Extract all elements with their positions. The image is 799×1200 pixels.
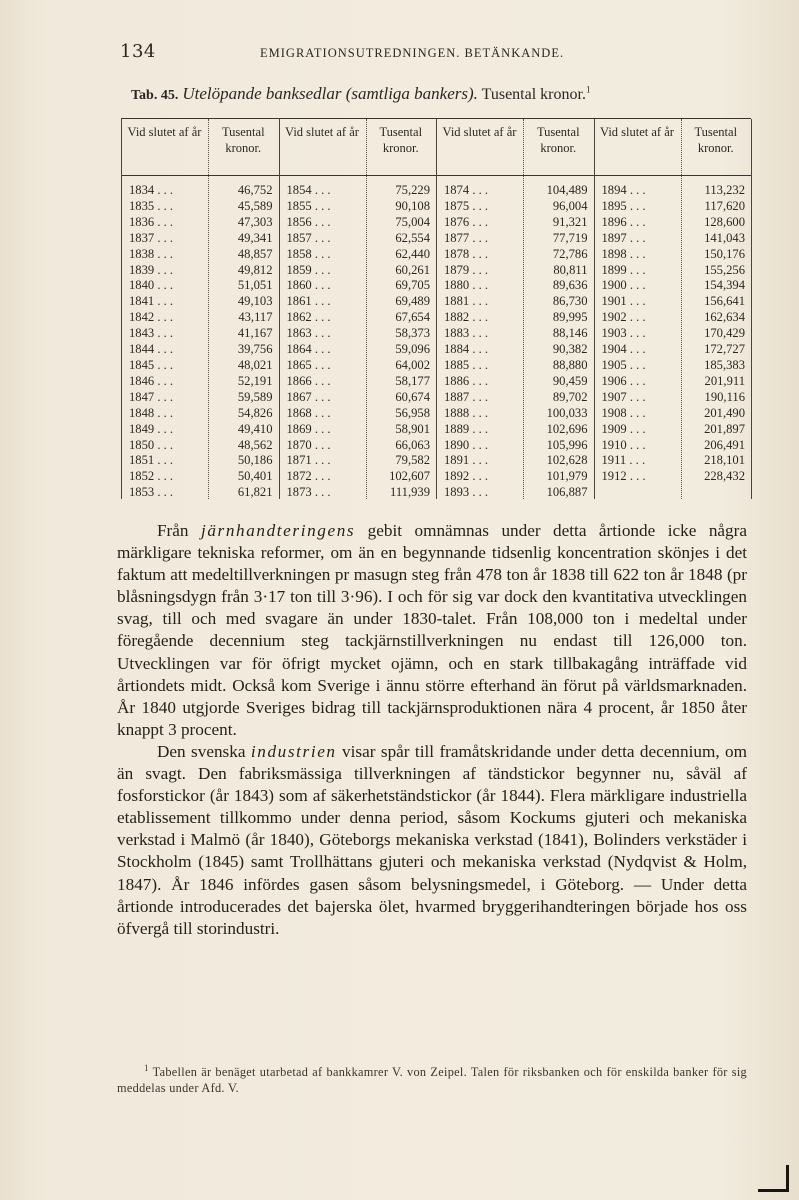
value-cell: 162,634 (704, 310, 745, 325)
header-year-2: Vid slutet af år (285, 125, 359, 139)
value-cell: 58,177 (395, 373, 430, 388)
value-cell: 113,232 (704, 183, 745, 197)
year-cell: 1876 . . . (444, 214, 489, 229)
header-value-2: Tusental kronor. (379, 125, 423, 155)
header-value-1: Tusental kronor. (221, 125, 265, 155)
value-cell: 86,730 (552, 294, 588, 309)
group-divider (436, 119, 437, 499)
year-cell: 1906 . . . (601, 373, 646, 388)
year-cell: 1839 . . . (129, 262, 174, 277)
value-cell: 69,705 (395, 278, 430, 293)
value-cell: 156,641 (704, 294, 745, 309)
year-cell: 1891 . . . (444, 453, 489, 468)
value-cell: 75,004 (395, 214, 430, 229)
value-cell: 49,812 (237, 262, 273, 277)
year-cell: 1871 . . . (286, 453, 331, 468)
footnote-mark: 1 (144, 1062, 149, 1073)
column-divider (523, 119, 524, 499)
paragraph-industry (117, 741, 747, 940)
value-cell: 79,582 (395, 453, 430, 468)
value-cell: 50,401 (237, 469, 273, 484)
column-divider (366, 119, 367, 499)
year-cell: 1852 . . . (129, 469, 174, 484)
value-cell: 104,489 (546, 183, 588, 197)
value-column-2 (368, 183, 431, 501)
value-cell: 102,696 (546, 421, 588, 436)
year-cell: 1845 . . . (129, 357, 174, 372)
value-cell: 88,146 (552, 326, 588, 341)
year-cell: 1869 . . . (286, 421, 331, 436)
footnote (117, 1064, 747, 1096)
emphasis-text: industrien (250, 741, 337, 761)
value-cell: 185,383 (704, 357, 745, 372)
value-cell: 67,654 (395, 310, 430, 325)
group-divider (279, 119, 280, 499)
value-cell: 62,440 (395, 246, 430, 261)
year-cell: 1858 . . . (286, 246, 331, 261)
value-cell: 60,261 (395, 262, 430, 277)
year-cell: 1901 . . . (601, 294, 646, 309)
year-cell: 1860 . . . (286, 278, 331, 293)
year-cell: 1838 . . . (129, 246, 174, 261)
value-cell: 141,043 (704, 230, 745, 245)
year-cell: 1910 . . . (601, 437, 646, 452)
year-cell: 1904 . . . (601, 342, 646, 357)
year-cell: 1886 . . . (444, 373, 489, 388)
year-cell: 1900 . . . (601, 278, 646, 293)
table-label: Tab. 45. (131, 88, 179, 103)
year-cell: 1863 . . . (286, 326, 331, 341)
year-cell: 1859 . . . (286, 262, 331, 277)
value-cell: 50,186 (237, 453, 273, 468)
column-divider (208, 119, 209, 499)
year-cell: 1883 . . . (444, 326, 489, 341)
year-cell: 1862 . . . (286, 310, 331, 325)
year-cell: 1842 . . . (129, 310, 174, 325)
year-cell: 1877 . . . (444, 230, 489, 245)
year-cell: 1889 . . . (444, 421, 489, 436)
year-cell: 1868 . . . (286, 405, 331, 420)
year-cell: 1909 . . . (601, 421, 646, 436)
year-column-1 (129, 183, 173, 501)
year-cell: 1872 . . . (286, 469, 331, 484)
value-cell: 91,321 (552, 214, 588, 229)
value-cell: 201,911 (704, 373, 745, 388)
year-cell: 1892 . . . (444, 469, 489, 484)
text-run: Den svenska (157, 741, 251, 761)
banknote-table (121, 118, 751, 499)
year-cell: 1902 . . . (601, 310, 646, 325)
year-cell: 1873 . . . (286, 485, 331, 500)
year-cell: 1884 . . . (444, 342, 489, 357)
value-cell: 54,826 (237, 405, 273, 420)
value-cell: 43,117 (238, 310, 273, 325)
year-cell: 1864 . . . (286, 342, 331, 357)
group-divider (594, 119, 595, 499)
year-cell: 1875 . . . (444, 198, 489, 213)
value-cell: 48,857 (237, 246, 273, 261)
value-cell: 62,554 (395, 230, 430, 245)
value-cell: 56,958 (395, 405, 430, 420)
value-cell: 58,901 (395, 421, 430, 436)
value-cell: 206,491 (704, 437, 745, 452)
year-cell: 1895 . . . (601, 198, 646, 213)
value-cell: 105,996 (546, 437, 588, 452)
year-cell: 1885 . . . (444, 357, 489, 372)
value-cell: 66,063 (395, 437, 430, 452)
year-cell: 1888 . . . (444, 405, 489, 420)
value-cell: 59,589 (237, 389, 273, 404)
text-run: visar spår till framåtskridande under detta decennium, om än svagt. Den fabriksmässiga tillverkningen af tändstickor begynner nu, såväl af fosforstickor (år 1843) som af säkerhetständstickor (år 1844). Flera märkligare industriella etablissement tillkommo under denna period, såsom Kockums gjuteri och mekaniska verkstad i Malmö (år 1840), Göteborgs mekaniska verkstad (1841), Bolinders verkstäder i Stockholm (1845) samt Trollhättans gjuteri och mekaniska verkstad (Nydqvist & Holm, 1847). År 1846 infördes gasen såsom belysningsmedel, i Göteborg. — Under detta årtionde introducerades det bajerska ölet, hvarmed bryggerihandteringen började hos oss öfvergå till storindustri. (117, 741, 748, 938)
year-cell: 1899 . . . (601, 262, 646, 277)
caption-note-mark: 1 (585, 84, 591, 95)
print-corner-mark (758, 1165, 789, 1192)
year-cell: 1835 . . . (129, 198, 174, 213)
year-cell: 1870 . . . (286, 437, 331, 452)
text-run: gebit omnämnas under detta årtionde icke några märkligare tekniska reformer, om än en begynnande tidsenlig (117, 521, 747, 563)
year-cell: 1866 . . . (286, 373, 331, 388)
year-cell: 1846 . . . (129, 373, 174, 388)
header-value-3: Tusental kronor. (536, 125, 580, 155)
year-cell: 1857 . . . (286, 230, 331, 245)
text-run: skönjes i det faktum att medeltillverkningen pr masugn steg från 478 ton år 1838 till 622 ton år 1848 (pr blåsningsdygn från 3·17 ton till 3·96). I och för sig var dock den kvantitativa utvecklingen svag, till och med svagare än under 1830-talet. Från 108,000 ton i medeltal under föregående decennium steg tackjärnstillverkningen nu endast till 126,000 ton. Utvecklingen var för öfrigt mycket ojämn, och en stark tillbakagång inträffade vid årtiondets midt. Också kom Sverige i ännu större efterhand än förut på världsmarknaden. År 1840 utgjorde Sveriges bidrag till tackjärnsproduktionen nära 4 procent, år 1850 åter knappt 3 procent. (117, 543, 747, 739)
emphasis-text: koncentration (557, 543, 652, 563)
value-column-3 (525, 183, 588, 501)
value-cell: 101,979 (546, 469, 588, 484)
table-right-border (751, 119, 752, 499)
year-cell: 1882 . . . (444, 310, 489, 325)
value-cell: 154,394 (704, 278, 745, 293)
value-cell: 80,811 (553, 262, 588, 277)
value-cell: 155,256 (704, 262, 745, 277)
value-cell: 41,167 (237, 326, 273, 341)
value-cell: 45,589 (237, 198, 273, 213)
table-left-border (121, 119, 122, 499)
year-cell: 1847 . . . (129, 389, 174, 404)
year-cell: 1879 . . . (444, 262, 489, 277)
year-cell: 1908 . . . (601, 405, 646, 420)
value-cell: 49,410 (237, 421, 273, 436)
page-number: 134 (120, 41, 156, 62)
value-cell: 61,821 (237, 485, 273, 500)
year-cell: 1865 . . . (286, 357, 331, 372)
value-cell: 77,719 (552, 230, 588, 245)
year-cell: 1874 . . . (444, 183, 489, 197)
year-cell: 1840 . . . (129, 278, 174, 293)
value-cell: 150,176 (704, 246, 745, 261)
text-run: Från (157, 521, 201, 540)
value-cell: 89,636 (552, 278, 588, 293)
value-cell: 47,303 (237, 214, 273, 229)
year-cell: 1896 . . . (601, 214, 646, 229)
value-cell: 102,628 (546, 453, 588, 468)
running-title: EMIGRATIONSUTREDNINGEN. BETÄNKANDE. (260, 46, 565, 60)
year-cell: 1903 . . . (601, 326, 646, 341)
value-cell: 69,489 (395, 294, 430, 309)
value-cell: 102,607 (389, 469, 430, 484)
paragraph-iron-industry (117, 520, 747, 741)
year-cell: 1851 . . . (129, 453, 174, 468)
body-text (117, 520, 747, 940)
year-cell: 1887 . . . (444, 389, 489, 404)
value-cell: 90,459 (552, 373, 588, 388)
value-cell: 49,341 (237, 230, 273, 245)
header-year-1: Vid slutet af år (127, 125, 202, 139)
value-cell: 117,620 (704, 198, 745, 213)
year-cell: 1907 . . . (601, 389, 646, 404)
year-cell: 1893 . . . (444, 485, 489, 500)
year-cell: 1905 . . . (601, 357, 646, 372)
year-cell: 1854 . . . (286, 183, 331, 197)
table-caption (131, 84, 771, 104)
year-cell: 1850 . . . (129, 437, 174, 452)
value-column-4 (683, 183, 746, 485)
year-cell: 1880 . . . (444, 278, 489, 293)
year-cell: 1890 . . . (444, 437, 489, 452)
value-cell: 49,103 (237, 294, 273, 309)
year-cell: 1843 . . . (129, 326, 174, 341)
year-cell: 1898 . . . (601, 246, 646, 261)
value-cell: 89,702 (552, 389, 588, 404)
year-cell: 1849 . . . (129, 421, 174, 436)
value-cell: 128,600 (704, 214, 745, 229)
year-cell: 1855 . . . (286, 198, 331, 213)
year-cell: 1897 . . . (601, 230, 646, 245)
value-cell: 106,887 (546, 485, 588, 500)
year-cell: 1841 . . . (129, 294, 174, 309)
value-cell: 59,096 (395, 342, 430, 357)
value-cell: 201,897 (704, 421, 745, 436)
year-cell: 1856 . . . (286, 214, 331, 229)
value-cell: 48,021 (237, 357, 273, 372)
value-cell: 96,004 (552, 198, 588, 213)
table-unit: Tusental kronor. (481, 86, 586, 103)
value-cell: 60,674 (395, 389, 430, 404)
value-cell: 90,382 (552, 342, 588, 357)
year-cell: 1881 . . . (444, 294, 489, 309)
value-cell: 100,033 (546, 405, 588, 420)
value-cell: 52,191 (237, 373, 273, 388)
value-cell: 72,786 (552, 246, 588, 261)
value-cell: 228,432 (704, 469, 745, 484)
year-column-4 (602, 183, 646, 485)
header-value-4: Tusental kronor. (694, 125, 738, 155)
value-cell: 39,756 (237, 342, 273, 357)
value-cell: 75,229 (395, 183, 430, 197)
header-year-4: Vid slutet af år (600, 125, 674, 139)
value-cell: 201,490 (704, 405, 745, 420)
year-cell: 1867 . . . (286, 389, 331, 404)
year-column-3 (444, 183, 488, 501)
emphasis-text: järnhandteringens (200, 521, 356, 540)
year-cell: 1878 . . . (444, 246, 489, 261)
value-cell: 190,116 (704, 389, 745, 404)
year-cell: 1837 . . . (129, 230, 174, 245)
header-year-3: Vid slutet af år (442, 125, 517, 139)
column-divider (681, 119, 682, 499)
value-cell: 90,108 (395, 198, 430, 213)
year-cell: 1844 . . . (129, 342, 174, 357)
year-cell: 1848 . . . (129, 405, 174, 420)
value-cell: 170,429 (704, 326, 745, 341)
year-cell: 1836 . . . (129, 214, 174, 229)
value-cell: 46,752 (237, 183, 273, 197)
value-cell: 58,373 (395, 326, 430, 341)
value-cell: 218,101 (704, 453, 745, 468)
year-column-2 (287, 183, 331, 501)
year-cell: 1911 . . . (601, 453, 646, 468)
value-cell: 172,727 (704, 342, 745, 357)
value-cell: 48,562 (237, 437, 273, 452)
footnote-text: Tabellen är benäget utarbetad af bankkamrer V. von Zeipel. Talen för riksbanken och för enskilda banker för sig meddelas under Afd. V. (117, 1065, 747, 1095)
value-cell: 88,880 (552, 357, 588, 372)
year-cell: 1861 . . . (286, 294, 331, 309)
year-cell: 1912 . . . (601, 469, 646, 484)
value-cell: 64,002 (395, 357, 430, 372)
value-cell: 51,051 (237, 278, 273, 293)
year-cell: 1894 . . . (601, 183, 646, 197)
value-cell: 89,995 (552, 310, 588, 325)
year-cell: 1853 . . . (129, 485, 174, 500)
value-column-1 (210, 183, 273, 501)
table-title: Utelöpande banksedlar (samtliga bankers). (182, 84, 478, 103)
year-cell: 1834 . . . (129, 183, 174, 197)
value-cell: 111,939 (390, 485, 430, 500)
